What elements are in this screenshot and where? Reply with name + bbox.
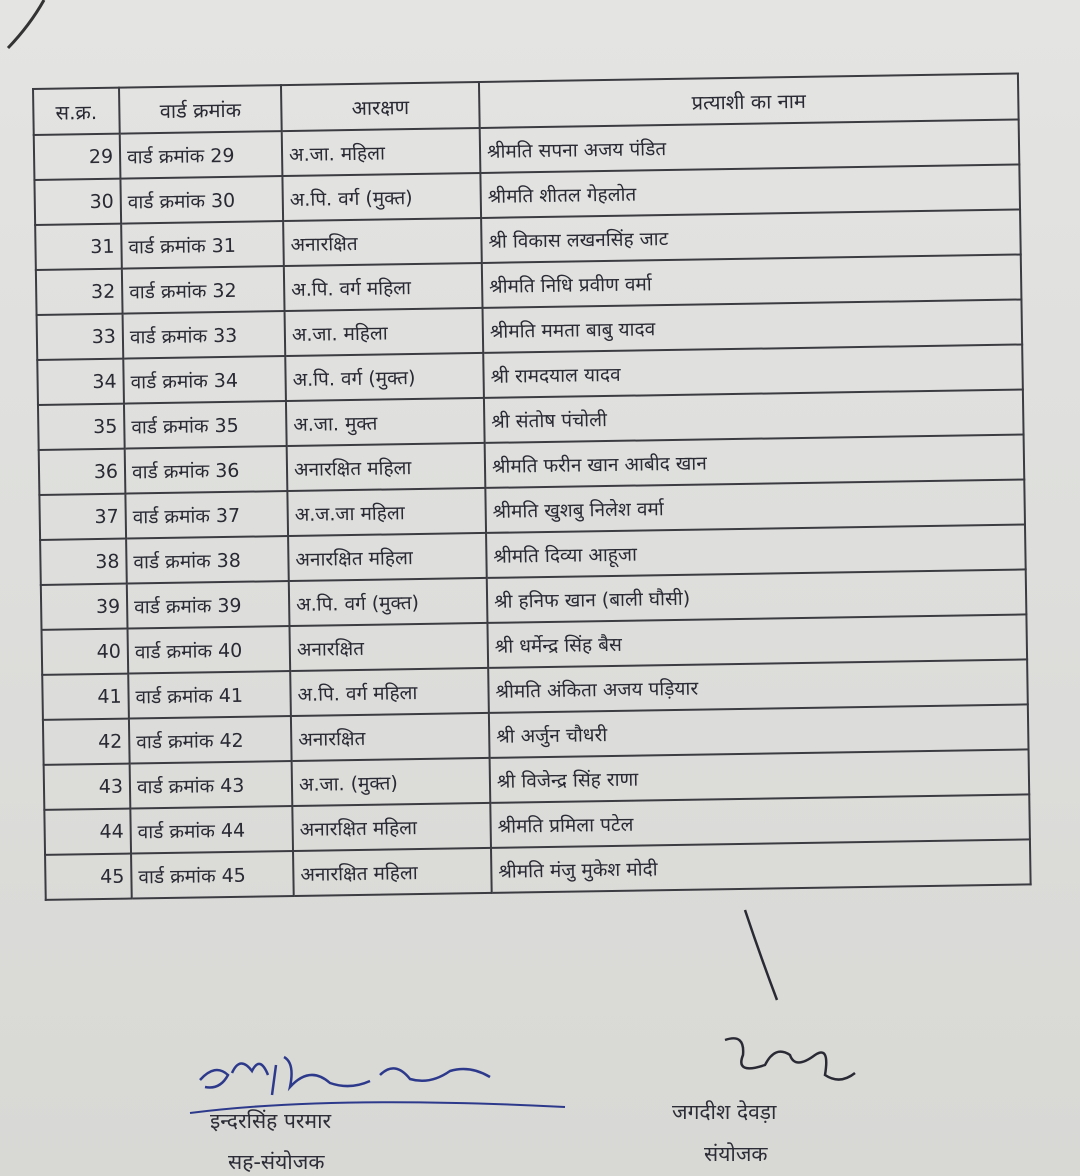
ward-cell: वार्ड क्रमांक 44	[130, 806, 293, 854]
serial-cell: 45	[45, 854, 132, 900]
serial-cell: 33	[37, 314, 124, 360]
serial-cell: 39	[41, 584, 128, 630]
serial-cell: 44	[44, 809, 131, 855]
right-signatory-role: संयोजक	[704, 1142, 768, 1166]
ward-cell: वार्ड क्रमांक 45	[131, 851, 294, 899]
ward-cell: वार्ड क्रमांक 34	[123, 356, 286, 404]
serial-cell: 40	[42, 629, 129, 675]
ward-cell: वार्ड क्रमांक 37	[125, 491, 288, 539]
ward-candidate-table	[32, 72, 1032, 900]
corner-pen-mark	[0, 0, 60, 70]
candidate-cell: श्री विजेन्द्र सिंह राणा	[490, 749, 1030, 802]
candidate-cell: श्रीमति मंजु मुकेश मोदी	[491, 839, 1031, 892]
candidate-cell: श्री विकास लखनसिंह जाट	[481, 209, 1021, 262]
serial-cell: 35	[38, 404, 125, 450]
ward-cell: वार्ड क्रमांक 32	[122, 266, 285, 314]
reservation-cell: अ.जा. महिला	[282, 128, 481, 176]
reservation-cell: अनारक्षित	[283, 218, 482, 266]
serial-cell: 43	[44, 764, 131, 810]
serial-cell: 30	[34, 179, 121, 225]
serial-cell: 34	[37, 359, 124, 405]
serial-cell: 31	[35, 224, 122, 270]
candidate-cell: श्री हनिफ खान (बाली घौसी)	[487, 569, 1027, 622]
reservation-cell: अनारक्षित महिला	[288, 533, 487, 581]
serial-cell: 32	[36, 269, 123, 315]
ward-cell: वार्ड क्रमांक 33	[123, 311, 286, 359]
left-signatory-role: सह-संयोजक	[228, 1150, 325, 1174]
candidate-cell: श्रीमति खुशबु निलेश वर्मा	[485, 479, 1025, 532]
candidate-cell: श्रीमति प्रमिला पटेल	[490, 794, 1030, 847]
ward-cell: वार्ड क्रमांक 39	[127, 581, 290, 629]
reservation-cell: अ.जा. मुक्त	[286, 398, 485, 446]
candidate-cell: श्री धर्मेन्द्र सिंह बैस	[487, 614, 1027, 667]
header-ward: वार्ड क्रमांक	[119, 85, 282, 134]
reservation-cell: अ.पि. वर्ग महिला	[284, 263, 483, 311]
ward-cell: वार्ड क्रमांक 29	[120, 131, 283, 179]
serial-cell: 36	[39, 449, 126, 495]
serial-cell: 37	[39, 494, 126, 540]
ward-cell: वार्ड क्रमांक 42	[129, 716, 292, 764]
ward-cell: वार्ड क्रमांक 36	[125, 446, 288, 494]
ward-cell: वार्ड क्रमांक 38	[126, 536, 289, 584]
ward-cell: वार्ड क्रमांक 40	[128, 626, 291, 674]
candidate-cell: श्रीमति दिव्या आहूजा	[486, 524, 1026, 577]
reservation-cell: अनारक्षित	[291, 713, 490, 761]
reservation-cell: अ.पि. वर्ग (मुक्त)	[285, 353, 484, 401]
candidate-cell: श्री संतोष पंचोली	[484, 389, 1024, 442]
ward-cell: वार्ड क्रमांक 35	[124, 401, 287, 449]
candidate-cell: श्रीमति निधि प्रवीण वर्मा	[482, 254, 1022, 307]
header-candidate: प्रत्याशी का नाम	[479, 74, 1019, 128]
header-reservation: आरक्षण	[281, 82, 480, 131]
serial-cell: 41	[42, 674, 129, 720]
reservation-cell: अनारक्षित महिला	[293, 848, 492, 896]
serial-cell: 29	[34, 134, 121, 180]
reservation-cell: अनारक्षित महिला	[292, 803, 491, 851]
reservation-cell: अ.ज.जा महिला	[287, 488, 486, 536]
candidate-cell: श्री अर्जुन चौधरी	[489, 704, 1029, 757]
right-signature	[705, 905, 865, 1095]
right-signatory-name: जगदीश देवड़ा	[672, 1100, 777, 1124]
ward-cell: वार्ड क्रमांक 43	[130, 761, 293, 809]
candidate-cell: श्रीमति सपना अजय पंडित	[480, 120, 1020, 173]
candidate-cell: श्रीमति फरीन खान आबीद खान	[485, 434, 1025, 487]
candidate-cell: श्रीमति शीतल गेहलोत	[480, 165, 1020, 218]
ward-cell: वार्ड क्रमांक 31	[121, 221, 284, 269]
ward-cell: वार्ड क्रमांक 41	[128, 671, 291, 719]
candidate-cell: श्रीमति अंकिता अजय पड़ियार	[488, 659, 1028, 712]
header-serial: स.क्र.	[33, 88, 120, 135]
serial-cell: 42	[43, 719, 130, 765]
reservation-cell: अ.पि. वर्ग महिला	[290, 668, 489, 716]
serial-cell: 38	[40, 539, 127, 585]
reservation-cell: अ.जा. (मुक्त)	[292, 758, 491, 806]
left-signatory-name: इन्दरसिंह परमार	[210, 1109, 332, 1133]
candidate-cell: श्रीमति ममता बाबु यादव	[483, 299, 1023, 352]
ward-cell: वार्ड क्रमांक 30	[120, 176, 283, 224]
reservation-cell: अनारक्षित	[289, 623, 488, 671]
candidate-cell: श्री रामदयाल यादव	[483, 344, 1023, 397]
reservation-cell: अ.पि. वर्ग (मुक्त)	[289, 578, 488, 626]
reservation-cell: अ.जा. महिला	[285, 308, 484, 356]
reservation-cell: अनारक्षित महिला	[287, 443, 486, 491]
reservation-cell: अ.पि. वर्ग (मुक्त)	[282, 173, 481, 221]
